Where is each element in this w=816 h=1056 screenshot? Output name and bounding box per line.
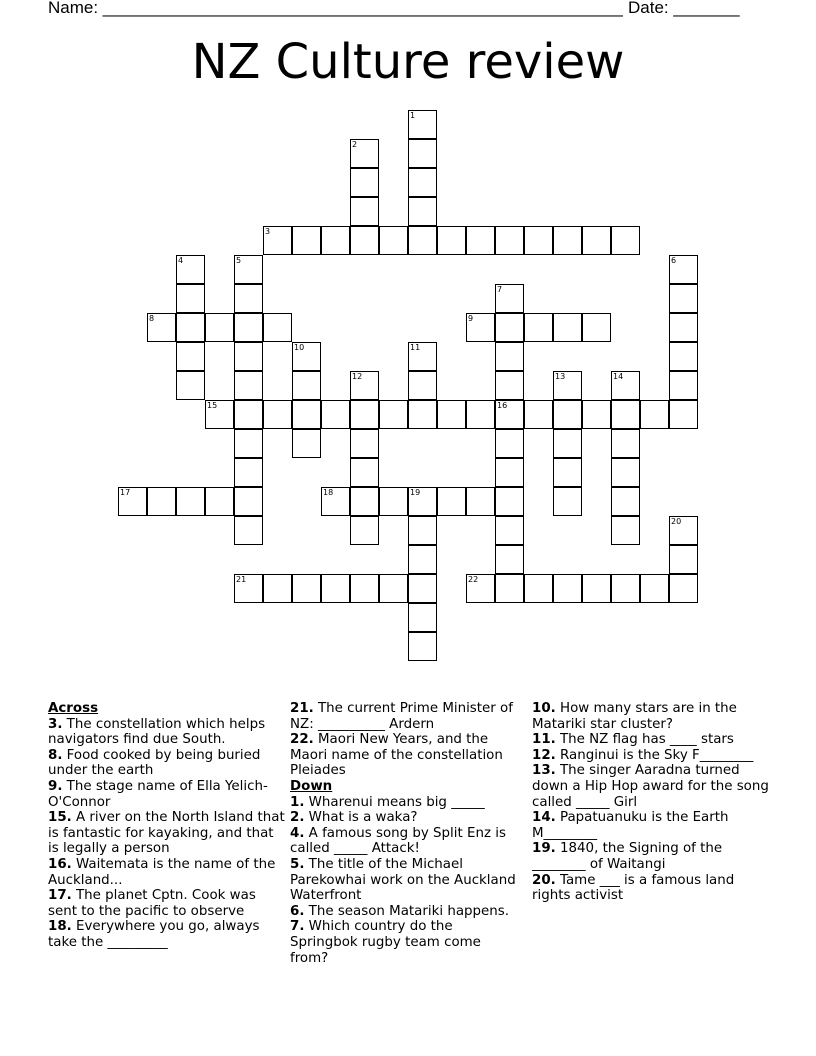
down-heading: Down xyxy=(290,778,333,794)
clue-across-8: 8. Food cooked by being buried under the earth xyxy=(48,747,261,779)
grid-cell[interactable] xyxy=(495,487,524,516)
grid-cell[interactable] xyxy=(350,516,379,545)
grid-cell[interactable] xyxy=(408,545,437,574)
grid-cell[interactable] xyxy=(553,487,582,516)
clues-column-2 xyxy=(290,701,522,966)
clue-number: 22 xyxy=(468,575,479,584)
grid-cell[interactable] xyxy=(669,400,698,429)
clue-across-9: 9. The stage name of Ella Yelich-O'Connor xyxy=(48,778,268,810)
clue-number: 3 xyxy=(265,227,271,236)
grid-cell[interactable] xyxy=(582,226,611,255)
grid-cell[interactable] xyxy=(669,371,698,400)
grid-cell[interactable] xyxy=(611,400,640,429)
grid-cell[interactable] xyxy=(176,284,205,313)
grid-cell[interactable] xyxy=(350,574,379,603)
grid-cell[interactable] xyxy=(669,574,698,603)
clue-number: 7 xyxy=(497,285,503,294)
grid-cell[interactable] xyxy=(553,458,582,487)
page-title: NZ Culture review xyxy=(191,34,625,90)
grid-cell[interactable] xyxy=(408,574,437,603)
grid-cell[interactable] xyxy=(553,226,582,255)
grid-cell[interactable] xyxy=(582,400,611,429)
clue-across-16: 16. Waitemata is the name of the Auckland... xyxy=(48,856,276,888)
grid-cell[interactable] xyxy=(292,429,321,458)
clue-down-2: 2. What is a waka? xyxy=(290,810,418,826)
clue-down-19: 19. 1840, the Signing of the ________ of Waitangi xyxy=(532,841,723,872)
grid-cell[interactable] xyxy=(234,516,263,545)
grid-cell[interactable] xyxy=(408,603,437,632)
grid-cell[interactable] xyxy=(234,313,263,342)
grid-cell[interactable] xyxy=(611,429,640,458)
grid-cell[interactable] xyxy=(263,574,292,603)
grid-cell[interactable] xyxy=(466,400,495,429)
grid-cell[interactable] xyxy=(292,400,321,429)
clue-number: 19 xyxy=(410,488,421,497)
grid-cell[interactable] xyxy=(669,313,698,342)
name-field-line: Name: _______________________________________________________ xyxy=(48,0,623,17)
grid-cell[interactable] xyxy=(495,342,524,371)
clue-across-3: 3. The constellation which helps navigators find due South. xyxy=(48,716,266,748)
clue-number: 15 xyxy=(207,401,218,410)
grid-cell[interactable] xyxy=(350,226,379,255)
grid-cell[interactable] xyxy=(524,226,553,255)
grid-cell[interactable] xyxy=(408,400,437,429)
clue-number: 17 xyxy=(120,488,131,497)
grid-cell[interactable] xyxy=(466,487,495,516)
clue-down-1: 1. Wharenui means big _____ xyxy=(290,794,485,810)
grid-cell[interactable] xyxy=(321,400,350,429)
grid-cell[interactable] xyxy=(292,574,321,603)
grid-cell[interactable] xyxy=(408,632,437,661)
clue-across-17: 17. The planet Cptn. Cook was sent to the pacific to observe xyxy=(48,888,256,919)
grid-cell[interactable] xyxy=(553,400,582,429)
clue-number: 18 xyxy=(323,488,334,497)
grid-cell[interactable] xyxy=(234,458,263,487)
grid-cell[interactable] xyxy=(640,400,669,429)
clue-down-12: 12. Ranginui is the Sky F________ xyxy=(532,747,754,763)
grid-cell[interactable] xyxy=(350,487,379,516)
grid-cell[interactable] xyxy=(611,226,640,255)
grid-cell[interactable] xyxy=(495,371,524,400)
clue-number: 14 xyxy=(613,372,624,381)
grid-cell[interactable] xyxy=(350,458,379,487)
grid-cell[interactable] xyxy=(379,574,408,603)
clue-number: 1 xyxy=(410,111,416,120)
clue-number: 2 xyxy=(352,140,358,149)
grid-cell[interactable] xyxy=(495,313,524,342)
clue-number: 8 xyxy=(149,314,155,323)
grid-cell[interactable] xyxy=(234,371,263,400)
grid-cell[interactable] xyxy=(524,400,553,429)
grid-cell[interactable] xyxy=(176,487,205,516)
clue-down-20: 20. Tame ___ is a famous land rights activist xyxy=(532,872,735,904)
grid-cell[interactable] xyxy=(582,313,611,342)
clue-number: 5 xyxy=(236,256,242,265)
grid-cell[interactable] xyxy=(611,574,640,603)
clue-across-22: 22. Maori New Years, and the Maori name of the constellation Pleiades xyxy=(290,732,503,779)
grid-cell[interactable] xyxy=(437,487,466,516)
grid-cell[interactable] xyxy=(234,284,263,313)
grid-cell[interactable] xyxy=(350,168,379,197)
grid-cell[interactable] xyxy=(524,574,553,603)
grid-cell[interactable] xyxy=(234,400,263,429)
clue-number: 20 xyxy=(671,517,682,526)
grid-cell[interactable] xyxy=(553,429,582,458)
grid-cell[interactable] xyxy=(408,516,437,545)
grid-cell[interactable] xyxy=(495,226,524,255)
clue-down-7: 7. Which country do the Springbok rugby team come from? xyxy=(290,919,481,966)
date-field-line: Date: _______ xyxy=(628,0,740,17)
grid-cell[interactable] xyxy=(669,284,698,313)
clue-number: 13 xyxy=(555,372,566,381)
grid-cell[interactable] xyxy=(263,400,292,429)
grid-cell[interactable] xyxy=(524,313,553,342)
grid-cell[interactable] xyxy=(379,226,408,255)
grid-cell[interactable] xyxy=(553,574,582,603)
grid-cell[interactable] xyxy=(205,487,234,516)
clue-down-5: 5. The title of the Michael Parekowhai work on the Auckland Waterfront xyxy=(290,856,516,904)
clue-down-6: 6. The season Matariki happens. xyxy=(290,903,509,919)
clue-down-11: 11. The NZ flag has ____ stars xyxy=(532,732,734,748)
grid-cell[interactable] xyxy=(350,400,379,429)
grid-cell[interactable] xyxy=(611,516,640,545)
clue-down-4: 4. A famous song by Split Enz is called _____ Attack! xyxy=(290,825,506,857)
grid-cell[interactable] xyxy=(379,487,408,516)
clue-down-10: 10. How many stars are in the Matariki star cluster? xyxy=(532,701,737,732)
grid-cell[interactable] xyxy=(321,574,350,603)
clues-column-3 xyxy=(532,701,772,904)
grid-cell[interactable] xyxy=(582,574,611,603)
grid-cell[interactable] xyxy=(147,487,176,516)
grid-cell[interactable] xyxy=(408,168,437,197)
clue-number: 11 xyxy=(410,343,421,352)
grid-cell[interactable] xyxy=(263,313,292,342)
grid-cell[interactable] xyxy=(350,197,379,226)
clue-across-18: 18. Everywhere you go, always take the _________ xyxy=(48,919,260,950)
clue-number: 4 xyxy=(178,256,184,265)
grid-cell[interactable] xyxy=(292,371,321,400)
grid-cell[interactable] xyxy=(321,226,350,255)
grid-cell[interactable] xyxy=(176,342,205,371)
clues-column-1 xyxy=(48,701,288,951)
grid-cell[interactable] xyxy=(669,545,698,574)
grid-cell[interactable] xyxy=(553,313,582,342)
clue-number: 9 xyxy=(468,314,474,323)
across-heading: Across xyxy=(48,701,99,716)
grid-cell[interactable] xyxy=(437,400,466,429)
grid-cell[interactable] xyxy=(292,226,321,255)
grid-cell[interactable] xyxy=(669,342,698,371)
grid-cell[interactable] xyxy=(408,139,437,168)
grid-cell[interactable] xyxy=(611,487,640,516)
grid-cell[interactable] xyxy=(495,516,524,545)
grid-cell[interactable] xyxy=(495,458,524,487)
grid-cell[interactable] xyxy=(495,429,524,458)
clue-down-14: 14. Papatuanuku is the Earth M________ xyxy=(532,810,729,841)
grid-cell[interactable] xyxy=(408,197,437,226)
grid-cell[interactable] xyxy=(350,429,379,458)
clue-number: 6 xyxy=(671,256,677,265)
clue-across-15: 15. A river on the North Island that is fantastic for kayaking, and that is legally a person xyxy=(48,810,285,857)
grid-cell[interactable] xyxy=(408,371,437,400)
grid-cell[interactable] xyxy=(437,226,466,255)
grid-cell[interactable] xyxy=(379,400,408,429)
grid-cell[interactable] xyxy=(466,226,495,255)
grid-cell[interactable] xyxy=(176,313,205,342)
grid-cell[interactable] xyxy=(640,574,669,603)
clue-number: 21 xyxy=(236,575,247,584)
grid-cell[interactable] xyxy=(234,487,263,516)
clue-number: 10 xyxy=(294,343,305,352)
clue-down-13: 13. The singer Aaradna turned down a Hip Hop award for the song called _____ Girl xyxy=(532,763,769,810)
grid-cell[interactable] xyxy=(611,458,640,487)
grid-cell[interactable] xyxy=(234,342,263,371)
clue-across-21: 21. The current Prime Minister of NZ: __________ Ardern xyxy=(290,701,513,732)
grid-cell[interactable] xyxy=(205,313,234,342)
grid-cell[interactable] xyxy=(408,226,437,255)
grid-cell[interactable] xyxy=(495,574,524,603)
grid-cell[interactable] xyxy=(495,545,524,574)
clue-number: 16 xyxy=(497,401,508,410)
clue-number: 12 xyxy=(352,372,363,381)
grid-cell[interactable] xyxy=(234,429,263,458)
grid-cell[interactable] xyxy=(176,371,205,400)
